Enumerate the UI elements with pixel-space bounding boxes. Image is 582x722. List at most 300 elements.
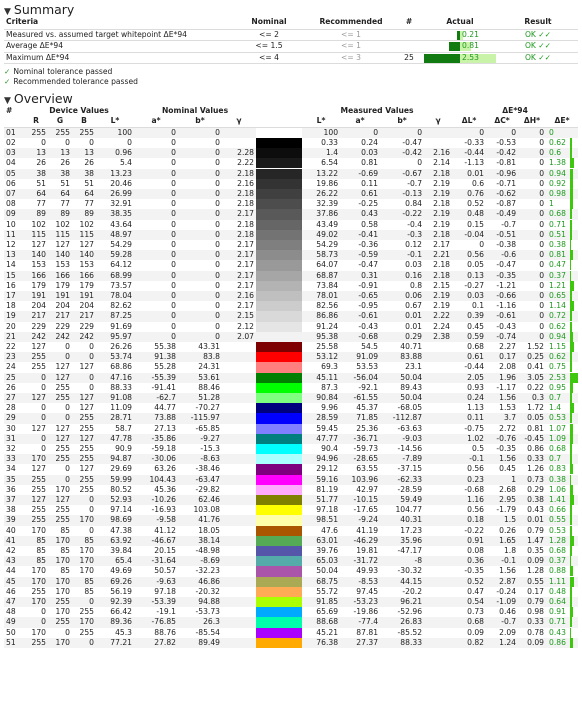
swatch-fill [256,556,302,566]
cell: 204 [79,301,94,311]
cell: 69.3 [321,362,339,372]
swatch-fill [256,189,302,199]
cell: -0.59 [340,250,380,260]
cell: -0.1 [452,454,486,464]
table-row [4,230,578,240]
overview-group-header [4,106,578,116]
cell: 104.43 [134,475,178,485]
cell: 51 [36,178,46,188]
overview-header[interactable] [4,91,582,106]
delta-e-cell [546,169,578,179]
row-num: 10 [6,219,16,229]
cell: -37.15 [397,464,423,474]
cell: 0.13 [452,271,486,281]
col-result: Result [498,17,578,29]
table-row [4,577,578,587]
cell: 2.18 [222,230,256,240]
cell: 82.62 [110,301,133,311]
nominal-cell: <= 4 [232,52,306,64]
cell: -8.63 [178,454,222,464]
delta-e-bar [570,179,573,189]
cell: 170 [72,556,96,566]
cell: 64 [48,189,72,199]
cell: 2.17 [433,239,451,249]
cell: 25.58 [316,341,339,351]
cell: 2.18 [433,260,451,270]
delta-e-cell [546,189,578,199]
cell: 45.36 [154,484,177,494]
row-num: 37 [4,495,24,505]
cell: 53.12 [302,352,340,362]
swatch-fill [256,311,302,321]
cell: 170 [24,577,48,587]
row-num: 23 [4,352,24,362]
cell: 104.77 [395,505,423,515]
cell: 170 [55,607,70,617]
row-num: 27 [4,393,24,403]
cell: 153 [55,260,70,270]
cell: 0 [178,189,222,199]
cell: 53.53 [356,362,379,372]
cell: 0 [539,239,545,249]
cell: 97.18 [316,505,339,515]
table-row [4,393,578,403]
cell: 5.4 [119,158,133,168]
cell: 50.57 [154,566,177,576]
delta-e-value: 1.38 [549,158,566,168]
cell: -62.33 [380,475,424,485]
delta-e-cell [546,383,578,393]
cell: 2.18 [237,199,255,209]
cell: 0 [215,301,221,311]
color-swatch [256,383,302,393]
delta-e-cell [546,230,578,240]
delta-e-value: 0.83 [549,464,566,474]
cell: 87.25 [96,311,134,321]
cell: 0.01 [405,321,423,331]
row-num: 12 [6,239,16,249]
cell: 0 [178,127,222,138]
delta-e-value: 0.75 [549,362,566,372]
row-num: 44 [6,566,16,576]
cell: 100 [96,127,134,138]
cell: -85.54 [195,627,221,637]
cell: 0.41 [527,362,545,372]
cell: 170 [48,577,72,587]
cell: 37.86 [302,209,340,219]
cell: 0 [518,189,546,199]
cell: 83.88 [380,352,424,362]
swatch-fill [256,230,302,240]
cell: 170 [48,536,72,546]
color-swatch [256,444,302,454]
row-num: 39 [4,515,24,525]
delta-e-bar [570,475,571,485]
col-criteria: Criteria [4,17,232,29]
delta-e-bar [570,271,571,281]
cell: -28.65 [340,454,380,464]
color-swatch [256,577,302,587]
swatch-fill [256,250,302,260]
cell: 0.52 [452,577,486,587]
color-swatch [256,169,302,179]
cell: -112.87 [380,413,424,423]
cell: 26.26 [110,341,133,351]
color-swatch [256,352,302,362]
col-measured-values: Measured Values [340,106,414,116]
swatch-fill [256,169,302,179]
cell [424,413,452,423]
table-row [4,464,578,474]
delta-e-value: 1.07 [549,423,566,433]
delta-e-cell [546,577,578,587]
cell: 0.67 [405,301,423,311]
col-device-values: Device Values [49,106,109,116]
cell: -16.93 [151,505,177,515]
table-row [4,220,578,230]
table-row [4,536,578,546]
delta-e-bar [570,607,573,617]
cell: 127 [31,464,46,474]
color-swatch [256,127,302,138]
cell: 255 [79,484,94,494]
delta-e-cell [546,209,578,219]
delta-e-value: 1.11 [549,576,566,586]
cell [222,342,256,352]
cell: 2.18 [424,271,452,281]
delta-e-value: 1.06 [549,484,566,494]
cell: 1.13 [467,403,485,413]
passed-list [4,67,582,87]
cell [222,628,256,638]
cell: 127 [79,239,94,249]
cell: 1 [486,475,518,485]
cell: -0.43 [496,321,517,331]
cell: 0.82 [452,638,486,648]
cell: 0.81 [527,423,545,433]
cell: 1.5 [486,515,518,525]
swatch-fill [256,383,302,393]
table-row [4,587,578,597]
cell: 217 [72,311,96,321]
cell: 50.04 [380,393,424,403]
cell: 0.3 [518,393,546,403]
row-num: 49 [4,617,24,627]
cell: 26 [60,158,70,168]
color-swatch [256,536,302,546]
delta-e-value: 0.51 [549,229,566,239]
cell [222,138,256,148]
cell: 0.24 [452,393,486,403]
passed-text: Recommended tolerance passed [13,77,138,87]
cell: 0 [89,382,94,392]
cell: 170 [24,454,48,464]
cell: -0.49 [486,209,518,219]
cell: 0 [539,199,545,209]
cell: -0.76 [486,434,518,444]
cell: -0.67 [380,169,424,179]
delta-e-value: 1.15 [549,341,566,351]
delta-e-cell [546,373,578,383]
cell: -8 [380,556,424,566]
delta-e-cell [546,515,578,525]
table-row [4,505,578,515]
row-num: 33 [4,454,24,464]
cell: 2.18 [433,199,451,209]
cell [424,138,452,148]
cell: 55.28 [154,362,177,372]
cell: 0 [215,260,221,270]
cell: 0 [65,464,70,474]
cell: 73.84 [316,280,339,290]
cell: 27.13 [154,423,177,433]
cell: 23.1 [405,362,423,372]
cell: 0 [72,495,96,505]
cell: 35.96 [380,536,424,546]
cell: 127 [79,464,94,474]
cell: -1.17 [496,382,517,392]
color-swatch [256,220,302,230]
color-swatch [256,617,302,627]
row-num: 01 [4,127,24,138]
cell: 127 [48,495,72,505]
cell: 0.08 [467,546,485,556]
swatch-fill [256,628,302,638]
cell: 0 [89,505,94,515]
delta-e-cell [546,505,578,515]
collapse-triangle-icon[interactable]: ▼ [4,7,11,17]
cell: -52.96 [397,607,423,617]
delta-e-cell [546,424,578,434]
table-row [4,250,578,260]
cell: 81.19 [316,484,339,494]
cell: 83.8 [178,352,222,362]
cell: 54.29 [316,239,339,249]
cell: 94.96 [302,454,340,464]
cell: 44.77 [154,403,177,413]
color-swatch [256,546,302,556]
cell: 59.45 [316,423,339,433]
table-row [4,556,578,566]
cell: 0.33 [518,454,546,464]
cell: 0.23 [452,475,486,485]
cell: 0.38 [518,495,546,505]
swatch-fill [256,424,302,434]
cell: 2.87 [486,577,518,587]
cell: 255 [24,515,48,525]
cell: -0.35 [464,566,485,576]
actual-bar-cell [422,52,460,64]
cell: 89 [72,209,96,219]
cell: 0 [518,148,546,158]
cell: -0.22 [380,209,424,219]
cell: 88.46 [198,382,221,392]
cell: 103.96 [340,475,380,485]
delta-e-bar [570,189,573,199]
cell [424,607,452,617]
color-swatch [256,291,302,301]
cell: 2.17 [237,260,255,270]
cell: -77.4 [340,617,380,627]
cell: 86.86 [302,311,340,321]
cell: 0 [215,137,221,147]
cell: -0.47 [358,260,379,270]
swatch-fill [256,373,302,383]
cell: 91.24 [316,321,339,331]
delta-e-value: 0.71 [549,617,566,627]
delta-e-cell [546,342,578,352]
cell: 0 [539,158,545,168]
cell: 0.05 [518,413,546,423]
cell: 73.57 [110,280,133,290]
cell: 0.24 [361,137,379,147]
swatch-fill [256,587,302,597]
cell: 1.56 [486,393,518,403]
cell: 0 [65,627,70,637]
table-row [4,475,578,485]
cell [222,383,256,393]
color-swatch [256,393,302,403]
cell: 2.15 [433,280,451,290]
cell: 0 [171,239,177,249]
cell: 255 [48,454,72,464]
delta-e-bar [570,383,573,393]
cell: 0.45 [467,321,485,331]
cell: 2.16 [424,148,452,158]
summary-header[interactable] [4,2,582,17]
cell [424,373,452,383]
table-row [4,485,578,495]
swatch-fill [256,454,302,464]
cell: 13.22 [302,169,340,179]
cell: 0.56 [467,505,485,515]
cell: 2.17 [237,239,255,249]
swatch-fill [256,301,302,311]
cell: 47.16 [96,373,134,383]
swatch-fill [256,352,302,362]
row-num: 19 [4,311,24,321]
delta-e-value: 1.4 [549,403,562,413]
delta-e-bar [570,352,572,362]
cell: 0 [134,271,178,281]
cell: 0 [518,250,546,260]
cell: 242 [24,332,48,342]
color-swatch [256,322,302,332]
cell: 255 [31,362,46,372]
delta-e-bar [570,495,574,505]
row-num: 35 [4,475,24,485]
cell: 0 [24,413,48,423]
cell [222,526,256,536]
table-row [4,403,578,413]
cell: -15.3 [200,443,221,453]
delta-e-bar [570,536,574,546]
cell: 0.81 [361,158,379,168]
cell: 65.69 [316,607,339,617]
delta-e-value: 0.72 [549,311,566,321]
cell: 0 [72,352,96,362]
cell: 59.49 [380,495,424,505]
table-row [4,362,578,372]
cell [222,424,256,434]
row-num: 09 [4,209,24,219]
cell: 242 [48,332,72,342]
col-header-0: R [24,116,48,127]
cell [424,638,452,648]
cell: 0.29 [527,484,545,494]
cell: 0 [134,250,178,260]
cell [424,444,452,454]
delta-e-bar [570,546,572,556]
cell: 1.56 [499,566,517,576]
color-swatch [256,464,302,474]
cell: 51 [84,178,94,188]
cell [424,434,452,444]
cell: 255 [79,607,94,617]
cell: 85 [24,536,48,546]
cell: 63.01 [302,536,340,546]
delta-e-cell [546,138,578,148]
cell: 88.68 [302,617,340,627]
cell: 0.91 [452,536,486,546]
cell: 73.88 [134,413,178,423]
criteria-cell: Maximum ΔE*94 [4,52,232,64]
swatch-fill [256,577,302,587]
color-swatch [256,413,302,423]
cell: 1.96 [486,373,518,383]
cell: 115 [48,230,72,240]
cell: 102 [55,219,70,229]
cell: 0 [518,127,546,138]
delta-e-value: 1.28 [549,535,566,545]
cell: 0 [539,301,545,311]
cell: 41.12 [154,525,177,535]
cell: 0.35 [527,546,545,556]
cell: 85 [72,577,96,587]
cell: 38 [72,169,96,179]
row-num: 51 [4,638,24,648]
summary-row [4,29,578,41]
cell: 0 [24,434,48,444]
color-swatch [256,158,302,168]
cell: 0 [134,332,178,342]
collapse-triangle-icon[interactable]: ▼ [4,96,11,107]
recommended-cell: <= 3 [306,52,396,64]
delta-e-value: 0.37 [549,556,566,566]
cell: 0 [178,209,222,219]
delta-e-cell [546,464,578,474]
cell: 47.77 [302,434,340,444]
cell: 255 [31,484,46,494]
cell: 2.19 [424,209,452,219]
cell [424,352,452,362]
cell: 1.65 [486,536,518,546]
delta-e-bar [570,617,572,627]
cell: 27.82 [134,638,178,648]
cell: 85 [60,546,70,556]
cell: 97.18 [154,586,177,596]
cell: 255 [55,443,70,453]
cell: 2.17 [237,280,255,290]
cell: 127 [72,434,96,444]
cell: 43.64 [110,219,133,229]
cell: 38.14 [178,536,222,546]
cell: 0 [215,158,221,168]
cell: 153 [31,260,46,270]
color-swatch [256,250,302,260]
cell: 0 [340,127,380,138]
cell: 77.21 [96,638,134,648]
